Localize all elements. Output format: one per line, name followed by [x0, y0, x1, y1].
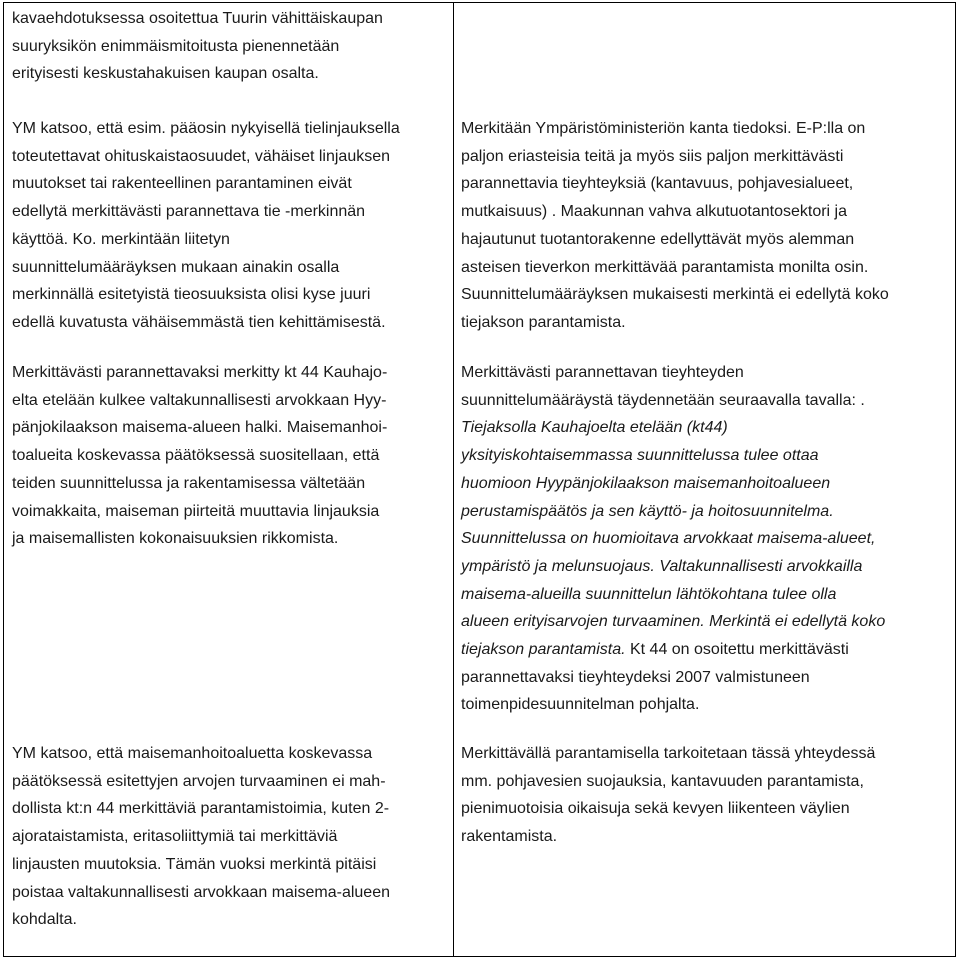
- text-line: Merkittävästi parannettavaksi merkitty kt 44 Kauhajo-: [12, 364, 388, 381]
- text-line: linjausten muutoksia. Tämän vuoksi merkintä pitäisi: [12, 855, 377, 873]
- italic-text-line: maisema-alueilla suunnittelun lähtökohtana tulee olla: [461, 585, 837, 603]
- text-line: toimenpidesuunnitelman pohjalta.: [461, 696, 700, 714]
- text-line: ajorataistamista, eritasoliittymiä tai merkittäviä: [12, 828, 338, 846]
- text-line: [461, 636, 951, 664]
- paragraph: [12, 115, 450, 337]
- text-line: dollista kt:n 44 merkittäviä parantamistoimia, kuten 2-: [12, 800, 390, 818]
- text-line: kohdalta.: [12, 911, 77, 929]
- text-line: YM katsoo, että esim. pääosin nykyisellä tielinjauksella: [12, 120, 400, 137]
- text-line: pienimuotoisia oikaisuja sekä kevyen liikenteen väylien: [461, 800, 850, 818]
- text-line: edellä kuvatusta vähäisemmästä tien kehittämisestä.: [12, 313, 386, 331]
- italic-text-segment: tiejakson parantamista.: [461, 641, 626, 659]
- italic-text-line: Tiejaksolla Kauhajoelta etelään (kt44): [461, 419, 728, 437]
- column-divider: [453, 3, 454, 956]
- text-line: Suunnittelumääräyksen mukaisesti merkintä ei edellytä koko: [461, 286, 889, 304]
- text-line: tiejakson parantamista.: [461, 313, 626, 331]
- text-line: erityisesti keskustahakuisen kaupan osalta.: [12, 65, 319, 83]
- italic-text-line: huomioon Hyypänjokilaakson maisemanhoitoalueen: [461, 474, 831, 492]
- text-line: Merkitään Ympäristöministeriön kanta tiedoksi. E-P:lla on: [461, 120, 866, 137]
- text-line: käyttöä. Ko. merkintään liitetyn: [12, 230, 230, 248]
- text-line: toteutettavat ohituskaistaosuudet, vähäiset linjauksen: [12, 147, 391, 165]
- paragraph: [461, 740, 951, 851]
- italic-text-line: yksityiskohtaisemmassa suunnittelussa tulee ottaa: [461, 447, 819, 465]
- comment-table: [3, 2, 956, 957]
- text-line: kavaehdotuksessa osoitettua Tuurin vähittäiskaupan: [12, 10, 383, 27]
- text-line: suunnittelumääräyksen mukaan ainakin osalla: [12, 258, 340, 276]
- text-line: mm. pohjavesien suojauksia, kantavuuden parantamista,: [461, 772, 864, 790]
- text-line: suuryksikön enimmäismitoitusta pienennetään: [12, 37, 340, 55]
- text-line: asteisen tieverkon merkittävää parantamista monilta osin.: [461, 258, 869, 276]
- paragraph: [461, 359, 951, 719]
- text-segment: Kt 44 on osoitettu merkittävästi: [625, 641, 849, 659]
- text-line: pänjokilaakson maisema-alueen halki. Maisemanhoi-: [12, 419, 388, 437]
- paragraph: [12, 359, 450, 553]
- text-line: muutokset tai rakenteellinen parantaminen eivät: [12, 175, 352, 193]
- text-line: teiden suunnittelussa ja rakentamisessa vältetään: [12, 474, 366, 492]
- paragraph: [12, 740, 450, 934]
- text-line: parannettavaksi tieyhteydeksi 2007 valmistuneen: [461, 668, 810, 686]
- text-line: YM katsoo, että maisemanhoitoaluetta koskevassa: [12, 745, 373, 762]
- text-line: paljon eriasteisia teitä ja myös siis paljon merkittävästi: [461, 147, 844, 165]
- text-line: voimakkaita, maiseman piirteitä muuttavia linjauksia: [12, 502, 380, 520]
- italic-text-line: ympäristö ja melunsuojaus. Valtakunnallisesti arvokkailla: [461, 557, 863, 575]
- text-line: päätöksessä esitettyjen arvojen turvaaminen ei mah-: [12, 772, 386, 790]
- paragraph: [461, 115, 951, 337]
- italic-text-line: perustamispäätös ja sen käyttö- ja hoitosuunnitelma.: [461, 502, 834, 520]
- text-line: parannettavia tieyhteyksiä (kantavuus, pohjavesialueet,: [461, 175, 854, 193]
- text-line: Merkittävästi parannettavan tieyhteyden: [461, 364, 744, 381]
- italic-text-line: alueen erityisarvojen turvaaminen. Merkintä ei edellytä koko: [461, 613, 886, 631]
- text-line: rakentamista.: [461, 828, 558, 846]
- text-line: mutkaisuus) . Maakunnan vahva alkutuotantosektori ja: [461, 203, 847, 221]
- text-line: merkinnällä esitetyistä tieosuuksista olisi kyse juuri: [12, 286, 371, 304]
- text-line: toalueita koskevassa päätöksessä suositellaan, että: [12, 447, 380, 465]
- text-line: suunnittelumääräystä täydennetään seuraavalla tavalla: .: [461, 391, 865, 409]
- italic-text-line: Suunnittelussa on huomioitava arvokkaat maisema-alueet,: [461, 530, 876, 548]
- paragraph: [12, 5, 450, 88]
- text-line: Merkittävällä parantamisella tarkoitetaan tässä yhteydessä: [461, 745, 876, 762]
- text-line: elta etelään kulkee valtakunnallisesti arvokkaan Hyy-: [12, 391, 387, 409]
- text-line: poistaa valtakunnallisesti arvokkaan maisema-alueen: [12, 883, 390, 901]
- text-line: ja maisemallisten kokonaisuuksien rikkomista.: [12, 530, 339, 548]
- text-line: edellytä merkittävästi parannettava tie -merkinnän: [12, 203, 366, 221]
- text-line: hajautunut tuotantorakenne edellyttävät myös alemman: [461, 230, 855, 248]
